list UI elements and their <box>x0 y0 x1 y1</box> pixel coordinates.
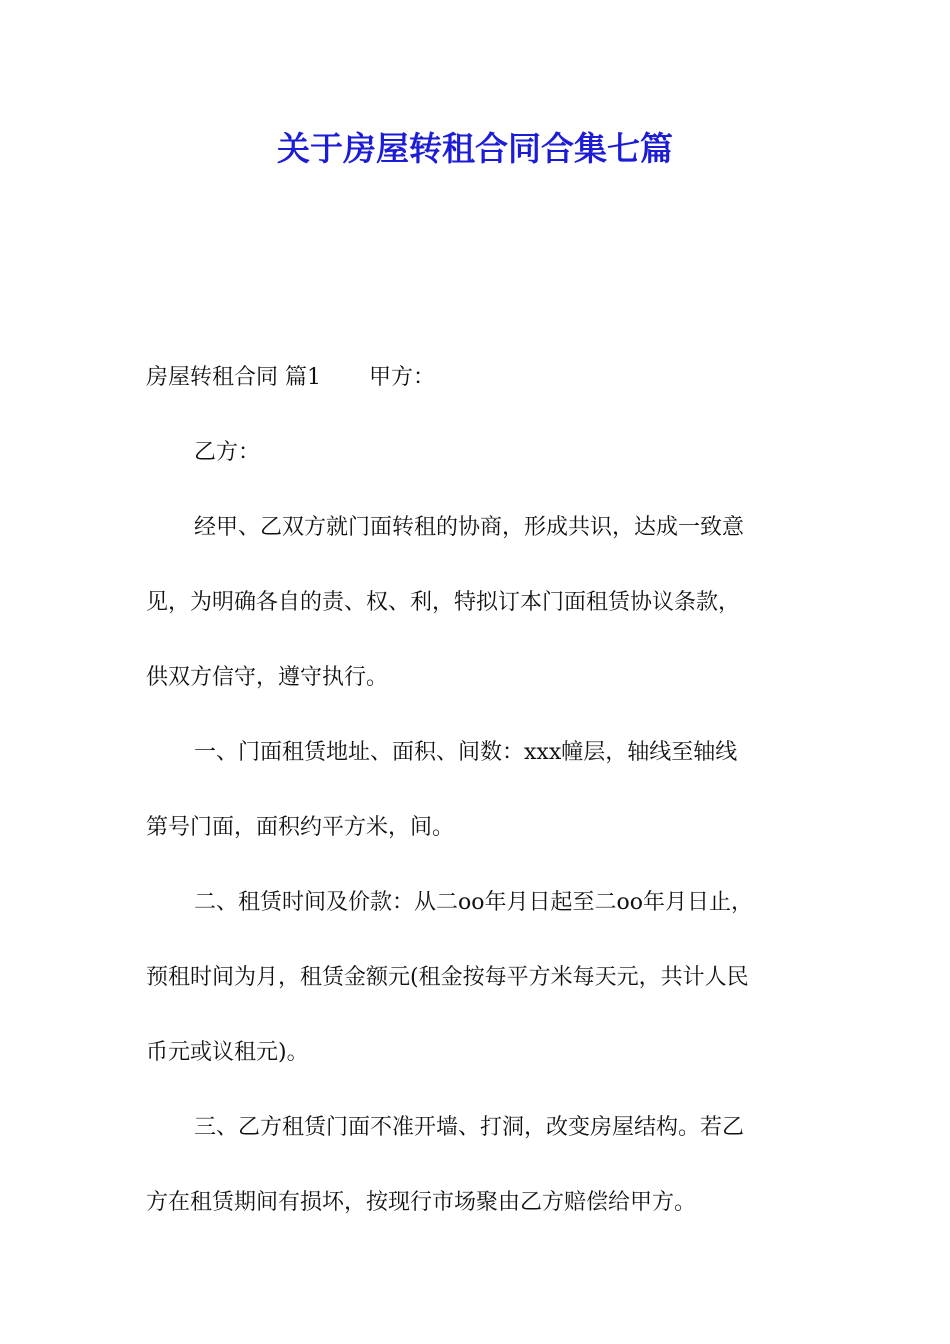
heading-line <box>146 340 818 415</box>
paragraph-line: 一、门面租赁地址、面积、间数：xxx幢层，轴线至轴线 <box>194 740 738 765</box>
document-body <box>146 340 818 1240</box>
paragraph-2 <box>146 715 818 865</box>
paragraph-line: 见，为明确各自的责、权、利，特拟订本门面租赁协议条款， <box>146 590 741 615</box>
paragraph-1 <box>146 490 818 715</box>
paragraph-line: 币元或议租元)。 <box>146 1040 309 1065</box>
paragraph-line: 二、租赁时间及价款：从二oo年月日起至二oo年月日止， <box>194 890 753 915</box>
document-title: 关于房屋转租合同合集七篇 <box>277 129 673 168</box>
paragraph-line: 三、乙方租赁门面不准开墙、打洞，改变房屋结构。若乙 <box>194 1115 745 1140</box>
paragraph-line: 经甲、乙双方就门面转租的协商，形成共识，达成一致意 <box>194 515 745 540</box>
paragraph-line: 第号门面，面积约平方米，间。 <box>146 815 455 840</box>
party-b-label: 乙方： <box>194 440 261 465</box>
paragraph-line: 方在租赁期间有损坏，按现行市场聚由乙方赔偿给甲方。 <box>146 1190 697 1215</box>
paragraph-line: 预租时间为月，租赁金额元(租金按每平方米每天元，共计人民 <box>146 965 749 990</box>
part-label: 篇1 <box>285 365 322 390</box>
paragraph-line: 供双方信守，遵守执行。 <box>146 665 389 690</box>
paragraph-3 <box>146 865 818 1090</box>
paragraph-4 <box>146 1090 818 1240</box>
party-a-label: 甲方： <box>369 365 436 390</box>
section-name: 房屋转租合同 <box>146 365 279 390</box>
